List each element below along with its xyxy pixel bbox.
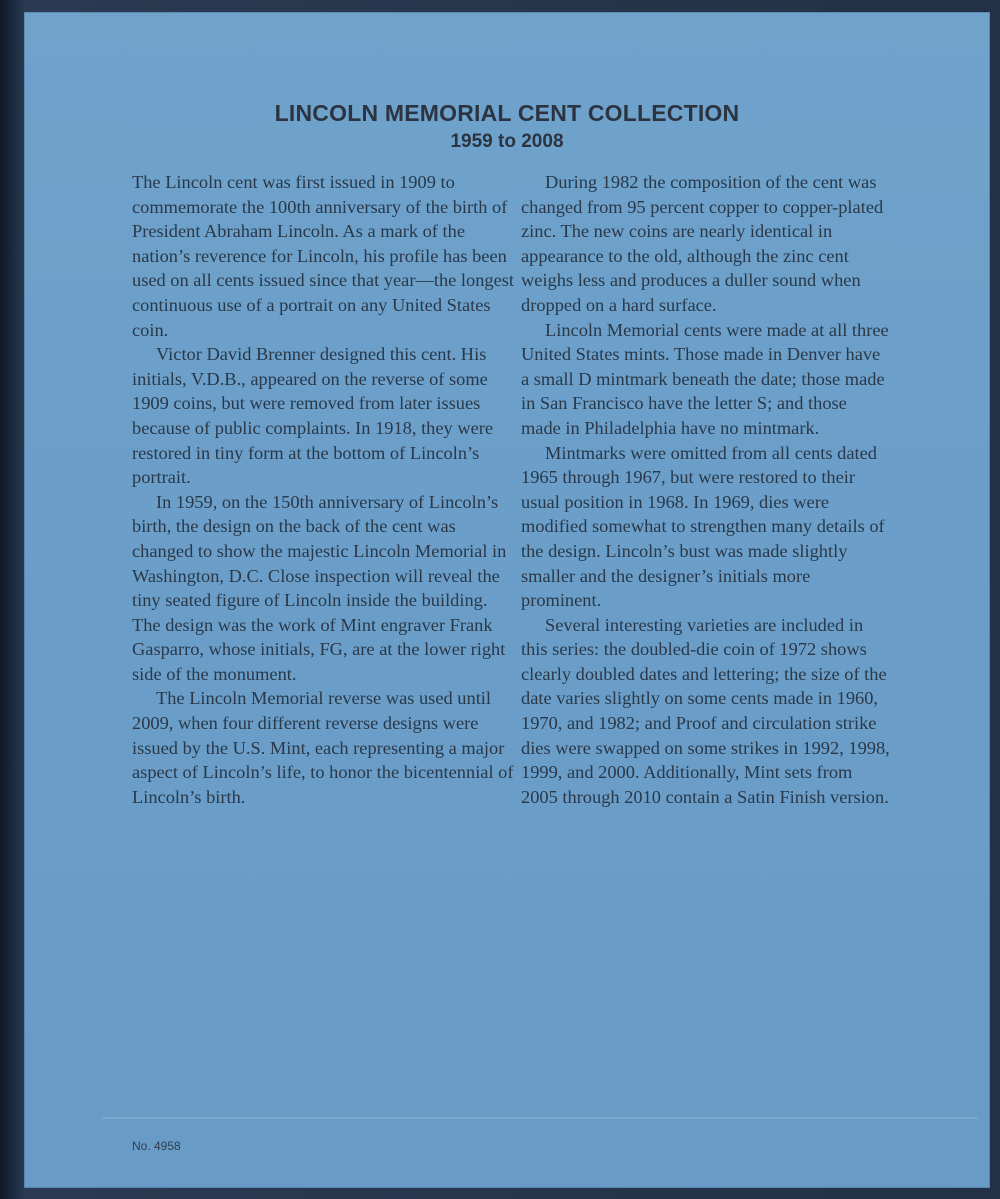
paragraph: Several interesting varieties are included in this series: the doubled-die coin of 1972 shows clearly doubled dates and lettering; the size of the date varies slightly on some cents made in 1960, 1970, and 1982; and Proof and circulation strike dies were swapped on some strikes in 1992, 1998, 1999, and 2000. Additionally, Mint sets from 2005 through 2010 contain a Satin Finish version. xyxy=(521,614,890,807)
paragraph: During 1982 the composition of the cent was changed from 95 percent copper to copper-plated zinc. The new coins are nearly identical in appearance to the old, although the zinc cent weighs less and produces a duller sound when dropped on a hard surface. xyxy=(521,172,884,315)
page-title: LINCOLN MEMORIAL CENT COLLECTION xyxy=(274,100,740,126)
paragraph: The Lincoln Memorial reverse was used until 2009, when four different reverse designs were issued by the U.S. Mint, each representing a major aspect of Lincoln’s life, to honor the bicentennial of Lincoln’s birth. xyxy=(132,688,514,807)
paragraph: Victor David Brenner designed this cent. His initials, V.D.B., appeared on the reverse of some 1909 coins, but were removed from later issues because of public complaints. In 1918, they were restored in tiny form at the bottom of Lincoln’s portrait. xyxy=(132,344,494,488)
paragraph: The Lincoln cent was first issued in 1909 to commemorate the 100th anniversary of the birth of President Abraham Lincoln. As a mark of the nation’s reverence for Lincoln, his profile has been used on all cents issued since that year—the longest continuous use of a portrait on any United States coin. xyxy=(132,172,515,340)
right-text-column xyxy=(521,170,891,809)
page-subtitle: 1959 to 2008 xyxy=(450,131,564,152)
document-page xyxy=(24,12,990,1188)
paragraph: Lincoln Memorial cents were made at all three United States mints. Those made in Denver have a small D mintmark beneath the date; those made in San Francisco have the letter S; and those made in Philadelphia have no mintmark. xyxy=(521,319,889,438)
left-text-column xyxy=(132,170,517,809)
paragraph: Mintmarks were omitted from all cents dated 1965 through 1967, but were restored to their usual position in 1968. In 1969, dies were modified somewhat to strengthen many details of the design. Lincoln’s bust was made slightly smaller and the designer’s initials more prominent. xyxy=(521,442,885,611)
catalog-number: No. 4958 xyxy=(132,1139,181,1153)
paragraph: In 1959, on the 150th anniversary of Lincoln’s birth, the design on the back of the cent was changed to show the majestic Lincoln Memorial in Washington, D.C. Close inspection will reveal the tiny seated figure of Lincoln inside the building. The design was the work of Mint engraver Frank Gasparro, whose initials, FG, are at the lower right side of the monument. xyxy=(132,491,507,684)
